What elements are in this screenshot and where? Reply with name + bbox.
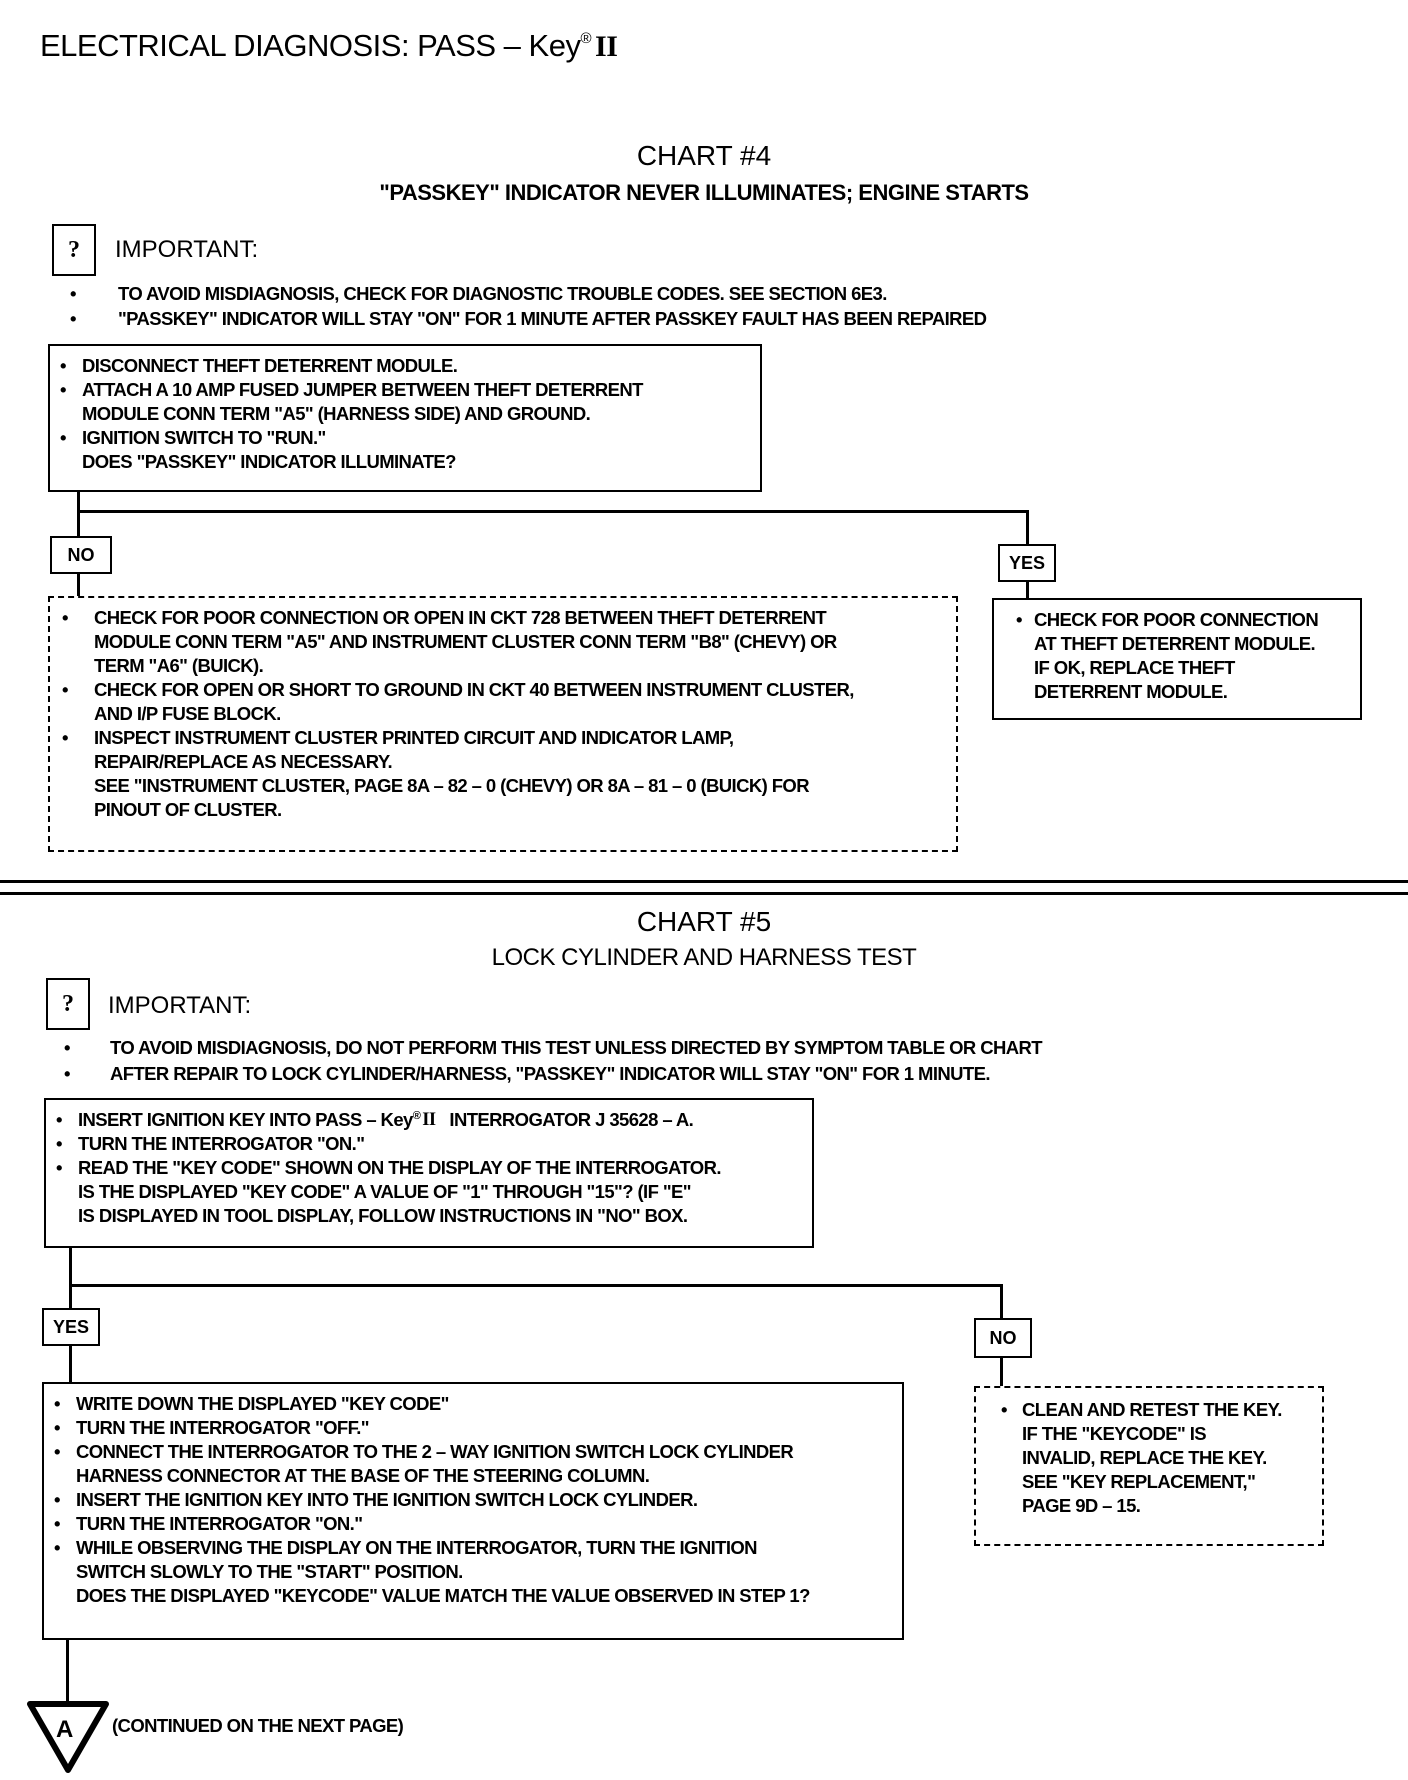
step-item: • TURN THE INTERROGATOR "ON." bbox=[56, 1133, 365, 1154]
no-item-cont: SEE "INSTRUMENT CLUSTER, PAGE 8A – 82 – 0 (CHEVY) OR 8A – 81 – 0 (BUICK) FOR bbox=[94, 775, 809, 796]
yes-item: • WRITE DOWN THE DISPLAYED "KEY CODE" bbox=[54, 1393, 449, 1414]
chart5-important-item: • AFTER REPAIR TO LOCK CYLINDER/HARNESS, "PASSKEY" INDICATOR WILL STAY "ON" FOR 1 MINUTE. bbox=[64, 1063, 990, 1084]
yes-question: DOES THE DISPLAYED "KEYCODE" VALUE MATCH THE VALUE OBSERVED IN STEP 1? bbox=[76, 1585, 810, 1606]
no-item: • CHECK FOR POOR CONNECTION OR OPEN IN CKT 728 BETWEEN THEFT DETERRENT bbox=[62, 607, 827, 628]
no-item-cont: IF THE "KEYCODE" IS bbox=[1022, 1423, 1206, 1444]
chart4-no-box bbox=[48, 596, 958, 852]
no-item-cont: PINOUT OF CLUSTER. bbox=[94, 799, 282, 820]
no-item-cont: INVALID, REPLACE THE KEY. bbox=[1022, 1447, 1267, 1468]
registered-mark: ® bbox=[580, 30, 592, 47]
chart5-subtitle: LOCK CYLINDER AND HARNESS TEST bbox=[491, 944, 917, 971]
chart4-step-box bbox=[48, 344, 762, 492]
page-title-suffix: II bbox=[595, 30, 618, 63]
section-divider bbox=[0, 880, 1408, 883]
yes-label: YES bbox=[998, 544, 1056, 582]
chart4-important-item: • TO AVOID MISDIAGNOSIS, CHECK FOR DIAGNOSTIC TROUBLE CODES. SEE SECTION 6E3. bbox=[70, 283, 887, 304]
yes-item: • CONNECT THE INTERROGATOR TO THE 2 – WAY IGNITION SWITCH LOCK CYLINDER bbox=[54, 1441, 794, 1462]
registered-mark: ® bbox=[412, 1110, 421, 1122]
connector-line bbox=[69, 1284, 1003, 1287]
section-divider bbox=[0, 892, 1408, 895]
no-item-cont: SEE "KEY REPLACEMENT," bbox=[1022, 1471, 1256, 1492]
no-item-cont: PAGE 9D – 15. bbox=[1022, 1495, 1141, 1516]
page-title bbox=[40, 28, 617, 64]
chart4-important-item: • "PASSKEY" INDICATOR WILL STAY "ON" FOR 1 MINUTE AFTER PASSKEY FAULT HAS BEEN REPAIRED bbox=[70, 308, 987, 329]
no-item: • CHECK FOR OPEN OR SHORT TO GROUND IN CKT 40 BETWEEN INSTRUMENT CLUSTER, bbox=[62, 679, 854, 700]
yes-item: • INSERT THE IGNITION KEY INTO THE IGNITION SWITCH LOCK CYLINDER. bbox=[54, 1489, 698, 1510]
no-item: • INSPECT INSTRUMENT CLUSTER PRINTED CIRCUIT AND INDICATOR LAMP, bbox=[62, 727, 734, 748]
yes-item-cont: IF OK, REPLACE THEFT bbox=[1034, 657, 1235, 678]
connector-line bbox=[66, 1640, 69, 1704]
connector-line bbox=[1026, 582, 1029, 598]
no-item: • CLEAN AND RETEST THE KEY. bbox=[1001, 1399, 1282, 1420]
connector-letter: A bbox=[56, 1716, 74, 1743]
step-item-cont: MODULE CONN TERM "A5" (HARNESS SIDE) AND GROUND. bbox=[82, 403, 591, 424]
no-label: NO bbox=[50, 536, 112, 574]
page-title-text: ELECTRICAL DIAGNOSIS: PASS – Key bbox=[40, 28, 581, 63]
chart4-important-label: IMPORTANT: bbox=[115, 236, 259, 263]
no-item-cont: TERM "A6" (BUICK). bbox=[94, 655, 264, 676]
continued-note: (CONTINUED ON THE NEXT PAGE) bbox=[112, 1715, 404, 1736]
connector-line bbox=[69, 1248, 72, 1308]
no-item-cont: REPAIR/REPLACE AS NECESSARY. bbox=[94, 751, 393, 772]
chart5-important-item: • TO AVOID MISDIAGNOSIS, DO NOT PERFORM THIS TEST UNLESS DIRECTED BY SYMPTOM TABLE OR CHART bbox=[64, 1037, 1042, 1058]
connector-line bbox=[1000, 1284, 1003, 1320]
yes-label: YES bbox=[42, 1308, 100, 1346]
chart4-yes-box bbox=[992, 598, 1362, 720]
chart5-yes-box bbox=[42, 1382, 904, 1640]
yes-item: • TURN THE INTERROGATOR "OFF." bbox=[54, 1417, 369, 1438]
chart4-title: CHART #4 bbox=[636, 140, 772, 171]
yes-item-cont: SWITCH SLOWLY TO THE "START" POSITION. bbox=[76, 1561, 463, 1582]
no-label: NO bbox=[974, 1318, 1032, 1358]
yes-item: • WHILE OBSERVING THE DISPLAY ON THE INTERROGATOR, TURN THE IGNITION bbox=[54, 1537, 757, 1558]
step-item: • DISCONNECT THEFT DETERRENT MODULE. bbox=[60, 355, 458, 376]
chart5-step-box bbox=[44, 1098, 814, 1248]
yes-item-cont: HARNESS CONNECTOR AT THE BASE OF THE STEERING COLUMN. bbox=[76, 1465, 650, 1486]
step-item: • ATTACH A 10 AMP FUSED JUMPER BETWEEN THEFT DETERRENT bbox=[60, 379, 643, 400]
no-item-cont: MODULE CONN TERM "A5" AND INSTRUMENT CLUSTER CONN TERM "B8" (CHEVY) OR bbox=[94, 631, 837, 652]
yes-item: • TURN THE INTERROGATOR "ON." bbox=[54, 1513, 363, 1534]
step-question: DOES "PASSKEY" INDICATOR ILLUMINATE? bbox=[82, 451, 456, 472]
connector-line bbox=[69, 1346, 72, 1382]
no-item-cont: AND I/P FUSE BLOCK. bbox=[94, 703, 281, 724]
step-item: • INSERT IGNITION KEY INTO PASS – Key ® II INTERROGATOR J 35628 – A. bbox=[56, 1108, 802, 1132]
connector-line bbox=[77, 574, 80, 596]
connector-line bbox=[1000, 1358, 1003, 1386]
yes-item: • CHECK FOR POOR CONNECTION bbox=[1016, 609, 1319, 630]
important-icon: ? bbox=[52, 224, 96, 276]
yes-item-cont: AT THEFT DETERRENT MODULE. bbox=[1034, 633, 1316, 654]
important-icon: ? bbox=[46, 978, 90, 1030]
connector-line bbox=[77, 510, 1029, 513]
chart4-subtitle: "PASSKEY" INDICATOR NEVER ILLUMINATES; ENGINE STARTS bbox=[379, 180, 1029, 205]
step-item: • IGNITION SWITCH TO "RUN." bbox=[60, 427, 326, 448]
connector-line bbox=[77, 492, 80, 536]
yes-item-cont: DETERRENT MODULE. bbox=[1034, 681, 1228, 702]
step-question: IS THE DISPLAYED "KEY CODE" A VALUE OF "1" THROUGH "15"? (IF "E" bbox=[78, 1181, 691, 1202]
connector-line bbox=[1026, 510, 1029, 546]
step-item: • READ THE "KEY CODE" SHOWN ON THE DISPLAY OF THE INTERROGATOR. bbox=[56, 1157, 721, 1178]
chart5-title: CHART #5 bbox=[636, 906, 772, 937]
chart5-no-box bbox=[974, 1386, 1324, 1546]
chart5-important-label: IMPORTANT: bbox=[108, 992, 252, 1019]
step-question: IS DISPLAYED IN TOOL DISPLAY, FOLLOW INSTRUCTIONS IN "NO" BOX. bbox=[78, 1205, 688, 1226]
